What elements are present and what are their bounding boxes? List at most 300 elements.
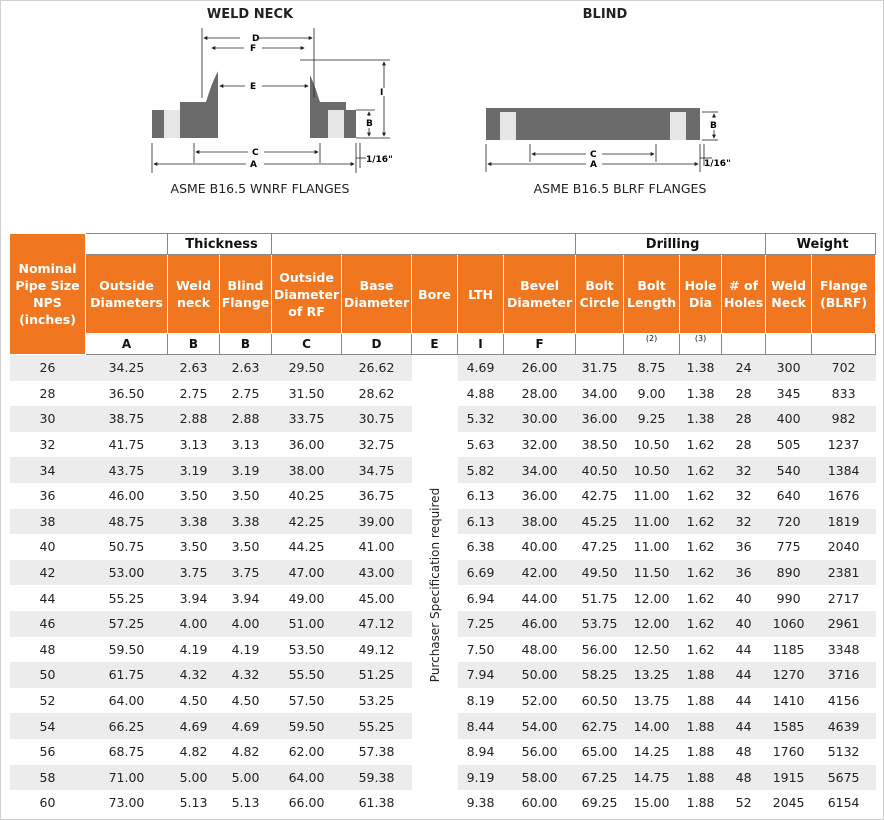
table-cell: 4639 [812, 713, 876, 739]
table-cell: 8.94 [458, 739, 504, 765]
table-cell: 32.00 [504, 432, 576, 458]
table-cell: 66.00 [272, 790, 342, 816]
table-cell: 60.00 [504, 790, 576, 816]
table-cell: 3.13 [220, 432, 272, 458]
table-cell: 4.50 [220, 688, 272, 714]
weight-group-header: Weight [766, 234, 876, 255]
table-cell: 50.75 [86, 534, 168, 560]
table-cell: 4.19 [168, 637, 220, 663]
table-cell: 38.00 [272, 457, 342, 483]
table-cell: 55.25 [342, 713, 412, 739]
table-cell: 1270 [766, 662, 812, 688]
table-cell: 42.00 [504, 560, 576, 586]
table-cell: 28 [722, 432, 766, 458]
table-cell: 1.88 [680, 790, 722, 816]
bore-note: Purchaser Specification required [427, 488, 442, 683]
table-cell: 42 [10, 560, 86, 586]
table-cell: 14.25 [624, 739, 680, 765]
column-letter-11 [722, 334, 766, 355]
table-cell: 9.25 [624, 406, 680, 432]
column-header-9: Bolt Length [624, 255, 680, 334]
table-cell: 43.00 [342, 560, 412, 586]
table-cell: 4.19 [220, 637, 272, 663]
table-row [10, 355, 876, 381]
table-cell: 28 [10, 381, 86, 407]
table-cell: 55.50 [272, 662, 342, 688]
table-cell: 54 [10, 713, 86, 739]
table-cell: 540 [766, 457, 812, 483]
table-cell: 40.25 [272, 483, 342, 509]
table-cell: 44 [10, 585, 86, 611]
table-cell: 1060 [766, 611, 812, 637]
table-cell: 3.19 [220, 457, 272, 483]
table-cell: 48 [722, 765, 766, 791]
table-cell: 3.94 [168, 585, 220, 611]
table-cell: 1.38 [680, 406, 722, 432]
table-cell: 58.00 [504, 765, 576, 791]
table-cell: 3.50 [220, 534, 272, 560]
table-cell: 2961 [812, 611, 876, 637]
table-cell: 52 [10, 688, 86, 714]
table-cell: 9.38 [458, 790, 504, 816]
table-cell: 45.25 [576, 509, 624, 535]
table-cell: 1.62 [680, 483, 722, 509]
table-cell: 6.13 [458, 483, 504, 509]
table-cell: 3.50 [220, 483, 272, 509]
table-cell: 36.75 [342, 483, 412, 509]
table-cell: 15.00 [624, 790, 680, 816]
table-cell: 8.19 [458, 688, 504, 714]
table-cell: 48 [722, 739, 766, 765]
table-cell: 49.50 [576, 560, 624, 586]
table-cell: 64.00 [272, 765, 342, 791]
table-cell: 12.00 [624, 585, 680, 611]
table-cell: 400 [766, 406, 812, 432]
blind-label-b: B [710, 121, 717, 131]
table-cell: 30.00 [504, 406, 576, 432]
table-cell: 73.00 [86, 790, 168, 816]
table-cell: 4156 [812, 688, 876, 714]
table-cell: 3.75 [220, 560, 272, 586]
table-cell: 11.50 [624, 560, 680, 586]
table-cell: 9.00 [624, 381, 680, 407]
table-cell: 5.63 [458, 432, 504, 458]
table-cell: 59.50 [272, 713, 342, 739]
table-cell: 32 [722, 483, 766, 509]
table-cell: 1.62 [680, 585, 722, 611]
table-cell: 62.00 [272, 739, 342, 765]
table-cell: 1.38 [680, 381, 722, 407]
table-cell: 45.00 [342, 585, 412, 611]
weld-neck-label-a: A [250, 160, 257, 170]
column-letter-5: E [412, 334, 458, 355]
column-header-5: Bore [412, 255, 458, 334]
table-cell: 1.62 [680, 611, 722, 637]
table-cell: 1.62 [680, 457, 722, 483]
table-cell: 39.00 [342, 509, 412, 535]
table-cell: 38 [10, 509, 86, 535]
table-cell: 4.50 [168, 688, 220, 714]
table-cell: 4.00 [220, 611, 272, 637]
table-cell: 12.00 [624, 611, 680, 637]
table-cell: 52.00 [504, 688, 576, 714]
table-cell: 5.13 [168, 790, 220, 816]
table-cell: 8.44 [458, 713, 504, 739]
table-cell: 640 [766, 483, 812, 509]
table-cell: 28.00 [504, 381, 576, 407]
table-cell: 5675 [812, 765, 876, 791]
table-cell: 32.75 [342, 432, 412, 458]
table-cell: 2.63 [168, 355, 220, 381]
table-cell: 50 [10, 662, 86, 688]
column-letter-3: C [272, 334, 342, 355]
column-letter-12 [766, 334, 812, 355]
table-cell: 1.88 [680, 662, 722, 688]
table-cell: 28 [722, 381, 766, 407]
table-cell: 1.62 [680, 509, 722, 535]
table-cell: 26 [10, 355, 86, 381]
table-cell: 4.00 [168, 611, 220, 637]
table-cell: 3.13 [168, 432, 220, 458]
nps-header: Nominal Pipe Size NPS (inches) [10, 234, 86, 355]
column-header-6: LTH [458, 255, 504, 334]
table-cell: 3.50 [168, 483, 220, 509]
column-header-8: Bolt Circle [576, 255, 624, 334]
table-cell: 3.38 [168, 509, 220, 535]
table-cell: 47.25 [576, 534, 624, 560]
table-cell: 1819 [812, 509, 876, 535]
table-cell: 48.75 [86, 509, 168, 535]
column-letter-13 [812, 334, 876, 355]
column-letter-row [10, 334, 876, 355]
table-cell: 54.00 [504, 713, 576, 739]
table-cell: 57.50 [272, 688, 342, 714]
table-cell: 1676 [812, 483, 876, 509]
table-cell: 3.75 [168, 560, 220, 586]
table-cell: 31.75 [576, 355, 624, 381]
table-cell: 12.50 [624, 637, 680, 663]
table-cell: 46.00 [86, 483, 168, 509]
column-letter-9: (2) [624, 334, 680, 355]
table-cell: 2.75 [168, 381, 220, 407]
table-cell: 1.88 [680, 765, 722, 791]
table-cell: 8.75 [624, 355, 680, 381]
table-cell: 48.00 [504, 637, 576, 663]
table-cell: 58 [10, 765, 86, 791]
table-cell: 62.75 [576, 713, 624, 739]
weld-neck-label-e: E [250, 82, 257, 92]
table-cell: 1.62 [680, 637, 722, 663]
column-header-3: Outside Diameter of RF [272, 255, 342, 334]
table-cell: 53.50 [272, 637, 342, 663]
table-cell: 57.38 [342, 739, 412, 765]
table-cell: 14.75 [624, 765, 680, 791]
table-cell: 59.38 [342, 765, 412, 791]
table-cell: 38.50 [576, 432, 624, 458]
table-cell: 57.25 [86, 611, 168, 637]
table-cell: 3716 [812, 662, 876, 688]
table-cell: 49.00 [272, 585, 342, 611]
table-cell: 890 [766, 560, 812, 586]
table-cell: 36.00 [504, 483, 576, 509]
table-cell: 1237 [812, 432, 876, 458]
table-cell: 53.00 [86, 560, 168, 586]
table-cell: 1.62 [680, 560, 722, 586]
blind-title: BLIND [582, 7, 628, 22]
table-cell: 30 [10, 406, 86, 432]
table-cell: 5.82 [458, 457, 504, 483]
table-cell: 13.75 [624, 688, 680, 714]
table-cell: 38.00 [504, 509, 576, 535]
table-cell: 47.00 [272, 560, 342, 586]
table-cell: 2717 [812, 585, 876, 611]
table-cell: 3348 [812, 637, 876, 663]
table-cell: 51.00 [272, 611, 342, 637]
table-cell: 2381 [812, 560, 876, 586]
table-cell: 6.13 [458, 509, 504, 535]
table-cell: 33.75 [272, 406, 342, 432]
table-cell: 6.38 [458, 534, 504, 560]
table-cell: 775 [766, 534, 812, 560]
table-cell: 1.88 [680, 688, 722, 714]
table-cell: 34.75 [342, 457, 412, 483]
table-cell: 29.50 [272, 355, 342, 381]
table-cell: 44 [722, 713, 766, 739]
table-cell: 53.25 [342, 688, 412, 714]
table-cell: 40 [10, 534, 86, 560]
table-cell: 61.75 [86, 662, 168, 688]
table-cell: 68.75 [86, 739, 168, 765]
table-cell: 44 [722, 637, 766, 663]
table-cell: 14.00 [624, 713, 680, 739]
table-cell: 53.75 [576, 611, 624, 637]
table-cell: 34.00 [504, 457, 576, 483]
table-cell: 28 [722, 406, 766, 432]
table-cell: 833 [812, 381, 876, 407]
table-cell: 42.75 [576, 483, 624, 509]
table-cell: 49.12 [342, 637, 412, 663]
table-cell: 1.38 [680, 355, 722, 381]
table-cell: 64.00 [86, 688, 168, 714]
blind-label-a: A [590, 160, 597, 170]
table-cell: 56 [10, 739, 86, 765]
flange-spec-table [9, 233, 876, 816]
table-cell: 345 [766, 381, 812, 407]
table-cell: 11.00 [624, 509, 680, 535]
table-cell: 4.69 [220, 713, 272, 739]
table-cell: 55.25 [86, 585, 168, 611]
table-cell: 6.94 [458, 585, 504, 611]
column-header-13: Flange (BLRF) [812, 255, 876, 334]
table-cell: 59.50 [86, 637, 168, 663]
column-header-1: Weld neck [168, 255, 220, 334]
table-cell: 6154 [812, 790, 876, 816]
table-cell: 2.88 [220, 406, 272, 432]
table-cell: 40.50 [576, 457, 624, 483]
column-letter-6: I [458, 334, 504, 355]
column-header-12: Weld Neck [766, 255, 812, 334]
table-cell: 56.00 [504, 739, 576, 765]
table-cell: 60.50 [576, 688, 624, 714]
table-cell: 1384 [812, 457, 876, 483]
column-name-row [10, 255, 876, 334]
table-cell: 32 [722, 457, 766, 483]
column-header-10: Hole Dia [680, 255, 722, 334]
table-cell: 1760 [766, 739, 812, 765]
table-cell: 71.00 [86, 765, 168, 791]
table-cell: 65.00 [576, 739, 624, 765]
table-cell: 4.32 [220, 662, 272, 688]
column-header-2: Blind Flange [220, 255, 272, 334]
table-cell: 702 [812, 355, 876, 381]
table-cell: 10.50 [624, 457, 680, 483]
table-cell: 7.94 [458, 662, 504, 688]
table-cell: 43.75 [86, 457, 168, 483]
table-cell: 40 [722, 585, 766, 611]
table-cell: 52 [722, 790, 766, 816]
weld-neck-caption: ASME B16.5 WNRF FLANGES [170, 181, 350, 196]
table-cell: 44.00 [504, 585, 576, 611]
table-cell: 4.88 [458, 381, 504, 407]
table-cell: 3.19 [168, 457, 220, 483]
table-cell: 5.00 [220, 765, 272, 791]
weld-neck-label-i: I [380, 88, 384, 98]
column-letter-7: F [504, 334, 576, 355]
table-cell: 982 [812, 406, 876, 432]
table-cell: 47.12 [342, 611, 412, 637]
drilling-group-header: Drilling [576, 234, 766, 255]
table-cell: 3.50 [168, 534, 220, 560]
table-cell: 69.25 [576, 790, 624, 816]
table-cell: 40 [722, 611, 766, 637]
table-cell: 24 [722, 355, 766, 381]
table-cell: 66.25 [86, 713, 168, 739]
column-letter-8 [576, 334, 624, 355]
table-cell: 1.62 [680, 534, 722, 560]
table-cell: 46 [10, 611, 86, 637]
table-cell: 61.38 [342, 790, 412, 816]
table-cell: 36 [722, 534, 766, 560]
table-cell: 48 [10, 637, 86, 663]
table-cell: 32 [722, 509, 766, 535]
blind-diagram [480, 100, 740, 178]
table-cell: 6.69 [458, 560, 504, 586]
table-cell: 1.88 [680, 713, 722, 739]
table-cell: 7.25 [458, 611, 504, 637]
weld-neck-title: WELD NECK [206, 7, 294, 22]
table-cell: 51.75 [576, 585, 624, 611]
table-cell: 1185 [766, 637, 812, 663]
table-cell: 42.25 [272, 509, 342, 535]
table-cell: 11.00 [624, 483, 680, 509]
table-cell: 4.82 [168, 739, 220, 765]
table-cell: 2.88 [168, 406, 220, 432]
table-cell: 41.00 [342, 534, 412, 560]
column-header-0: Outside Diameters [86, 255, 168, 334]
table-cell: 30.75 [342, 406, 412, 432]
table-cell: 36.50 [86, 381, 168, 407]
table-cell: 28.62 [342, 381, 412, 407]
column-header-11: # of Holes [722, 255, 766, 334]
table-cell: 10.50 [624, 432, 680, 458]
table-cell: 56.00 [576, 637, 624, 663]
table-cell: 2.75 [220, 381, 272, 407]
table-cell: 4.82 [220, 739, 272, 765]
weld-neck-label-c: C [252, 148, 259, 158]
table-cell: 9.19 [458, 765, 504, 791]
weld-neck-label-b: B [366, 119, 373, 129]
table-cell: 26.62 [342, 355, 412, 381]
table-cell: 4.69 [168, 713, 220, 739]
table-cell: 34.25 [86, 355, 168, 381]
table-cell: 2.63 [220, 355, 272, 381]
column-letter-10: (3) [680, 334, 722, 355]
table-cell: 505 [766, 432, 812, 458]
table-cell: 1585 [766, 713, 812, 739]
table-cell: 44 [722, 688, 766, 714]
weld-neck-label-d: D [252, 34, 260, 44]
table-cell: 2045 [766, 790, 812, 816]
column-letter-4: D [342, 334, 412, 355]
table-cell: 36.00 [576, 406, 624, 432]
table-cell: 34 [10, 457, 86, 483]
table-cell: 34.00 [576, 381, 624, 407]
table-cell: 44.25 [272, 534, 342, 560]
table-cell: 36 [10, 483, 86, 509]
table-cell: 32 [10, 432, 86, 458]
table-cell: 46.00 [504, 611, 576, 637]
table-cell: 5.32 [458, 406, 504, 432]
table-cell: 44 [722, 662, 766, 688]
weld-neck-label-f: F [250, 44, 257, 54]
table-cell: 3.94 [220, 585, 272, 611]
weld-neck-diagram [140, 28, 400, 178]
table-cell: 5132 [812, 739, 876, 765]
table-cell: 5.00 [168, 765, 220, 791]
table-cell: 36.00 [272, 432, 342, 458]
table-cell: 31.50 [272, 381, 342, 407]
table-cell: 990 [766, 585, 812, 611]
table-cell: 1915 [766, 765, 812, 791]
column-header-4: Base Diameter [342, 255, 412, 334]
column-letter-1: B [168, 334, 220, 355]
column-letter-2: B [220, 334, 272, 355]
table-cell: 1410 [766, 688, 812, 714]
table-cell: 11.00 [624, 534, 680, 560]
bore-note-cell [412, 355, 458, 816]
table-cell: 40.00 [504, 534, 576, 560]
table-cell: 67.25 [576, 765, 624, 791]
table-cell: 4.69 [458, 355, 504, 381]
table-cell: 13.25 [624, 662, 680, 688]
table-cell: 51.25 [342, 662, 412, 688]
table-cell: 1.88 [680, 739, 722, 765]
blind-label-sixteenth: 1/16" [704, 159, 731, 169]
table-cell: 36 [722, 560, 766, 586]
table-cell: 3.38 [220, 509, 272, 535]
weld-neck-label-sixteenth: 1/16" [366, 155, 393, 165]
table-cell: 7.50 [458, 637, 504, 663]
blind-caption: ASME B16.5 BLRF FLANGES [533, 181, 707, 196]
table-cell: 50.00 [504, 662, 576, 688]
table-cell: 2040 [812, 534, 876, 560]
table-cell: 26.00 [504, 355, 576, 381]
column-header-7: Bevel Diameter [504, 255, 576, 334]
table-cell: 5.13 [220, 790, 272, 816]
thickness-group-header: Thickness [168, 234, 272, 255]
table-cell: 41.75 [86, 432, 168, 458]
table-body [10, 355, 876, 816]
